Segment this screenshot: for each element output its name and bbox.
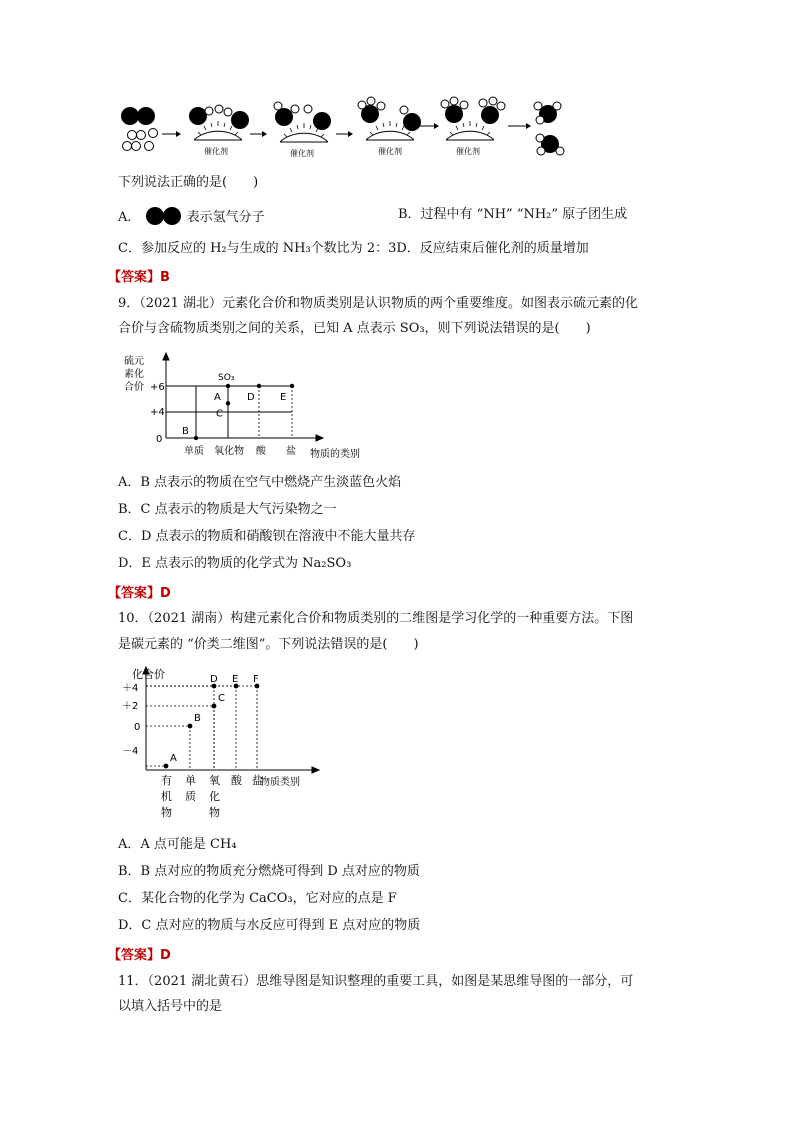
stage-nh-formation [274, 102, 331, 158]
sulfur-valence-chart [118, 350, 368, 458]
q8-answer [108, 266, 170, 285]
point-a-dot [164, 764, 169, 769]
answer-value: B [160, 270, 170, 285]
x-tick-0: 有机物 [161, 774, 172, 819]
arrow-2 [250, 131, 267, 137]
stage-reactants [121, 107, 158, 151]
point-c-label: C [216, 408, 223, 420]
q10-stem-line1: 10．（2021 湖南）构建元素化合价和物质类别的二维图是学习化学的一种重要方法。下图 [118, 611, 634, 626]
q9-option-b: B．C 点表示的物质是大气污染物之一 [118, 502, 337, 517]
point-b-label: B [194, 713, 201, 724]
q8-option-a [118, 206, 265, 227]
point-c-label: C [218, 693, 225, 704]
arrow-3 [336, 131, 353, 137]
y-tick-plus4: ＋4 [122, 683, 139, 694]
x-tick-acid: 酸 [256, 446, 266, 457]
point-e-label: E [232, 674, 239, 685]
q10-answer [108, 944, 171, 963]
point-a-label: A [170, 753, 177, 764]
point-c-dot [212, 704, 217, 709]
q8-option-a-text: 表示氢气分子 [186, 210, 265, 225]
q11-stem-line2: 以填入括号中的是 [118, 999, 223, 1014]
svg-text:催化剂: 催化剂 [456, 147, 480, 156]
arrow-5 [508, 123, 531, 129]
answer-label: 【答案】 [108, 270, 161, 285]
svg-text:催化剂: 催化剂 [290, 149, 314, 158]
x-tick-3: 酸 [231, 774, 242, 787]
y-tick-plus4: +4 [150, 407, 165, 418]
q10-points [164, 674, 260, 768]
x-tick-4: 盐 [252, 774, 263, 787]
q9-stem-line2: 合价与含硫物质类别之间的关系，已知 A 点表示 SO₃，则下列说法错误的是( ) [118, 321, 591, 336]
point-b-label: B [182, 426, 189, 437]
point-d-label: D [210, 674, 218, 685]
carbon-valence-chart [118, 664, 328, 824]
point-e-label: E [280, 392, 287, 403]
x-tick-2: 氧化物 [209, 774, 220, 819]
x-tick-oxide: 氧化物 [214, 446, 244, 457]
y-tick-plus2: ＋2 [122, 701, 139, 712]
q10-option-b: B．B 点对应的物质充分燃烧可得到 D 点对应的物质 [118, 864, 420, 879]
q10-option-a: A．A 点可能是 CH₄ [118, 837, 237, 852]
svg-text:催化剂: 催化剂 [204, 147, 228, 156]
y-title-line1: 硫元 [124, 356, 144, 367]
answer-value: D [160, 948, 171, 963]
point-f-label: F [253, 674, 259, 685]
q9-option-a: A．B 点表示的物质在空气中燃烧产生淡蓝色火焰 [118, 475, 402, 490]
y-title: 化合价 [132, 668, 165, 681]
q10-guide-lines [146, 686, 257, 770]
x-axis-arrow [312, 767, 319, 773]
q10-option-d: D．C 点对应的物质与水反应可得到 E 点对应的物质 [118, 918, 421, 933]
point-a-label: A [214, 392, 221, 403]
q9-answer [108, 582, 171, 601]
point-c-dot [226, 401, 230, 405]
q9-stem-line1: 9．（2021 湖北）元素化合价和物质类别是认识物质的两个重要维度。如图表示硫元素的化 [118, 296, 638, 311]
y-tick-plus6: +6 [150, 382, 165, 393]
q8-option-a-prefix: A． [118, 210, 141, 225]
answer-value: D [160, 586, 171, 601]
arrow-1 [162, 131, 181, 137]
y-title-line2: 素化 [124, 369, 144, 380]
x-tick-salt: 盐 [286, 446, 296, 457]
point-a-dot [226, 384, 230, 388]
answer-label: 【答案】 [108, 948, 161, 963]
q10-option-c: C．某化合物的化学为 CaCO₃，它对应的点是 F [118, 891, 397, 906]
reaction-diagram [112, 96, 582, 162]
arrow-4 [420, 123, 439, 129]
y-title-line3: 合价 [124, 382, 144, 393]
q9-option-c: C．D 点表示的物质和硝酸钡在溶液中不能大量共存 [118, 529, 416, 544]
y-axis-arrow [163, 353, 169, 360]
stage-adsorption [189, 105, 249, 156]
x-title: 物质的类别 [310, 449, 360, 458]
q10-x-ticks [161, 773, 263, 819]
q8-stem: 下列说法正确的是( ) [118, 175, 259, 190]
svg-text:催化剂: 催化剂 [378, 147, 402, 156]
point-d-label: D [247, 392, 255, 403]
point-b-dot [194, 436, 198, 440]
answer-label: 【答案】 [108, 586, 161, 601]
stage-products [534, 102, 564, 155]
stage-nh3-formation [441, 97, 505, 156]
q8-option-b: B．过程中有 “NH” “NH₂” 原子团生成 [398, 207, 628, 222]
x-tick-1: 单质 [185, 774, 196, 803]
q8-option-c: C．参加反应的 H₂与生成的 NH₃个数比为 2：3D．反应结束后催化剂的质量增加 [118, 241, 589, 256]
y-tick-zero: 0 [156, 434, 163, 445]
x-title: 物质类别 [260, 777, 300, 788]
q11-stem-line1: 11．（2021 湖北黄石）思维导图是知识整理的重要工具，如图是某思维导图的一部分，可 [118, 974, 634, 989]
x-tick-elem: 单质 [184, 446, 204, 457]
q9-option-d: D．E 点表示的物质的化学式为 Na₂SO₃ [118, 556, 352, 571]
point-a-note: SO₃ [218, 373, 235, 383]
q10-stem-line2: 是碳元素的 “价类二维图”。下列说法错误的是( ) [118, 637, 419, 652]
h2-molecule-icon [145, 206, 183, 226]
x-axis-arrow [316, 435, 323, 441]
y-tick-zero: 0 [134, 722, 141, 733]
point-b-dot [188, 724, 193, 729]
stage-nh2-formation [358, 97, 421, 156]
y-tick-minus4: －4 [122, 746, 139, 757]
